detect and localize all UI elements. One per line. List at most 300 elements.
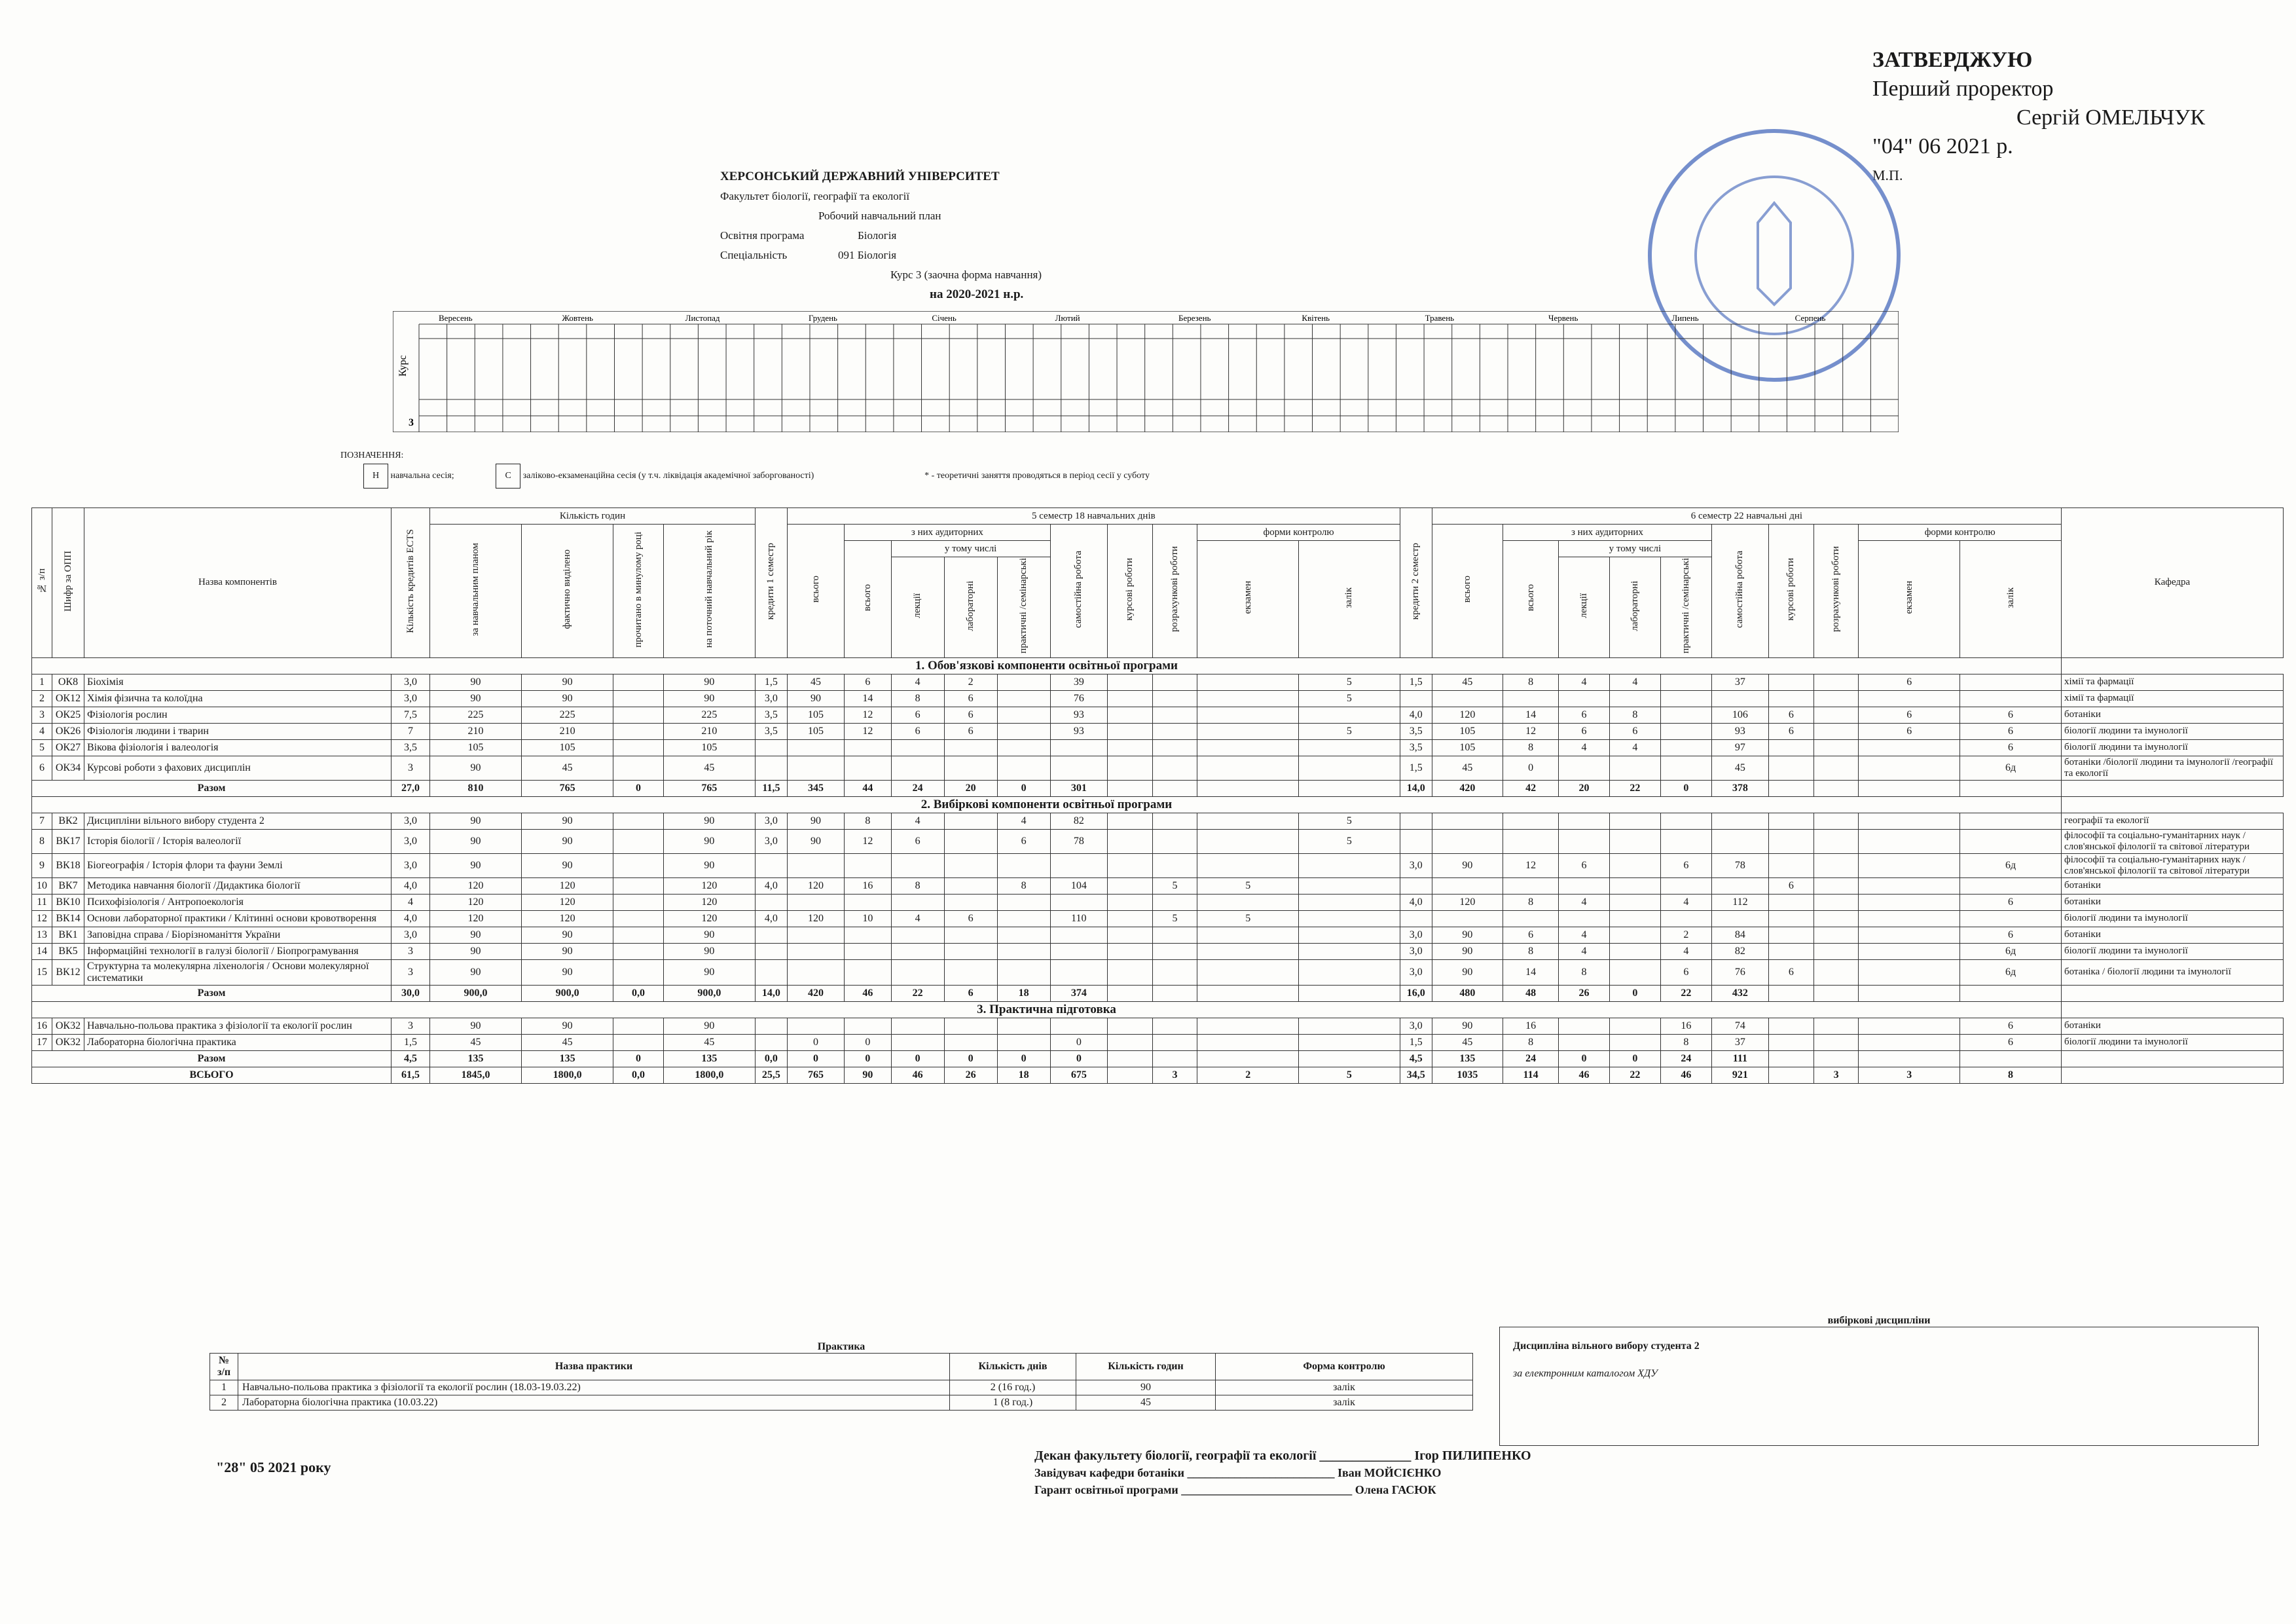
table-cell: Методика навчання біології /Дидактика біології: [84, 877, 392, 894]
document-date: "28" 05 2021 року: [216, 1459, 331, 1475]
total-cell: 0: [1609, 1050, 1660, 1067]
table-cell: 210: [522, 723, 613, 739]
table-cell: [1711, 829, 1768, 853]
legend-note: * - теоретичні заняття проводяться в період сесії у суботу: [924, 471, 1150, 481]
total-cell: 900,0: [663, 985, 755, 1001]
table-cell: [1152, 1034, 1197, 1050]
h-audall5: всього: [845, 541, 891, 658]
table-cell: [997, 959, 1050, 985]
table-cell: [1432, 910, 1503, 927]
total-cell: [1813, 985, 1859, 1001]
table-cell: 6д: [1960, 756, 2062, 780]
table-cell: [1050, 894, 1107, 910]
total-cell: 42: [1503, 780, 1559, 796]
table-cell: 2: [1660, 927, 1711, 943]
table-cell: [1660, 674, 1711, 690]
table-cell: 2: [32, 690, 52, 707]
total-label: Разом: [32, 780, 392, 796]
table-cell: 120: [430, 877, 522, 894]
table-cell: [944, 853, 997, 877]
table-cell: [1813, 927, 1859, 943]
total-cell: [1859, 1050, 1960, 1067]
table-cell: [997, 1018, 1050, 1034]
table-row: [32, 723, 2284, 739]
table-cell: [755, 927, 787, 943]
table-cell: 82: [1711, 943, 1768, 959]
table-cell: 5: [1197, 910, 1299, 927]
approval-name: Сергій ОМЕЛЬЧУК: [2016, 105, 2206, 130]
dean-label: Декан факультету біології, географії та екології: [1034, 1449, 1317, 1463]
table-cell: 225: [430, 707, 522, 723]
table-cell: філософії та соціально-гуманітарних наук / слов'янської філології та світової літератури: [2062, 853, 2284, 877]
table-cell: [1152, 894, 1197, 910]
total-cell: 135: [522, 1050, 613, 1067]
table-cell: [1859, 959, 1960, 985]
table-cell: [613, 674, 664, 690]
table-cell: 6: [944, 723, 997, 739]
table-cell: 8: [891, 690, 944, 707]
table-cell: Фізіологія рослин: [84, 707, 392, 723]
table-cell: [755, 739, 787, 756]
total-cell: 18: [997, 985, 1050, 1001]
total-cell: 14,0: [1400, 780, 1432, 796]
total-cell: 4,5: [392, 1050, 430, 1067]
total-cell: 0: [845, 1050, 891, 1067]
approval-position: Перший проректор: [1872, 77, 2054, 101]
total-cell: [1859, 780, 1960, 796]
table-cell: 7: [32, 813, 52, 829]
table-cell: [1609, 910, 1660, 927]
table-cell: [1299, 1034, 1400, 1050]
table-cell: ВК18: [52, 853, 84, 877]
total-cell: [1197, 985, 1299, 1001]
table-cell: [1432, 690, 1503, 707]
table-cell: 76: [1050, 690, 1107, 707]
table-cell: 105: [663, 739, 755, 756]
table-cell: Курсові роботи з фахових дисциплін: [84, 756, 392, 780]
total-cell: [1197, 780, 1299, 796]
table-cell: [755, 894, 787, 910]
table-cell: [1960, 690, 2062, 707]
table-cell: 4: [1559, 674, 1610, 690]
table-cell: [1859, 739, 1960, 756]
faculty-name: Факультет біології, географії та екології: [720, 190, 910, 202]
table-cell: [1152, 674, 1197, 690]
total-cell: 90: [845, 1067, 891, 1083]
table-cell: 4: [32, 723, 52, 739]
table-cell: 210: [663, 723, 755, 739]
total-cell: 0: [997, 780, 1050, 796]
academic-year: на 2020-2021 н.р.: [930, 287, 1024, 301]
table-cell: 90: [430, 756, 522, 780]
total-row: [32, 1067, 2284, 1083]
table-cell: [1859, 1034, 1960, 1050]
table-cell: [891, 1034, 944, 1050]
total-dept: [2062, 780, 2284, 796]
table-cell: [1152, 723, 1197, 739]
table-cell: 8: [997, 877, 1050, 894]
table-cell: [1107, 739, 1152, 756]
table-cell: [1769, 690, 1814, 707]
table-cell: 93: [1050, 723, 1107, 739]
table-cell: 0: [1503, 756, 1559, 780]
table-cell: біології людини та імунології: [2062, 910, 2284, 927]
table-cell: ботаніка / біології людини та імунології: [2062, 959, 2284, 985]
table-cell: [1559, 910, 1610, 927]
table-cell: 2: [944, 674, 997, 690]
h-lec6: лекції: [1559, 557, 1610, 658]
table-cell: [997, 853, 1050, 877]
table-cell: [1711, 877, 1768, 894]
table-cell: 90: [430, 943, 522, 959]
table-cell: [891, 894, 944, 910]
table-cell: 90: [787, 813, 844, 829]
table-cell: [1960, 877, 2062, 894]
table-cell: [997, 756, 1050, 780]
table-cell: 6д: [1960, 853, 2062, 877]
table-cell: ботаніки: [2062, 707, 2284, 723]
table-cell: 90: [663, 853, 755, 877]
table-cell: 120: [787, 877, 844, 894]
table-row: [32, 756, 2284, 780]
table-cell: біології людини та імунології: [2062, 739, 2284, 756]
table-cell: 5: [1299, 813, 1400, 829]
course-value: 3: [409, 417, 414, 428]
total-cell: 114: [1503, 1067, 1559, 1083]
total-cell: 2: [1197, 1067, 1299, 1083]
table-cell: [755, 1034, 787, 1050]
table-cell: 3,0: [1400, 1018, 1432, 1034]
table-cell: 15: [32, 959, 52, 985]
table-cell: 3,5: [1400, 723, 1432, 739]
table-cell: [1559, 813, 1610, 829]
table-cell: [1609, 1018, 1660, 1034]
table-cell: [1609, 813, 1660, 829]
table-cell: 37: [1711, 1034, 1768, 1050]
approval-date: "04" 06 2021 р.: [1872, 134, 2013, 158]
table-cell: [1660, 813, 1711, 829]
schedule-month: Липень: [1671, 313, 1699, 323]
schedule-month: Червень: [1548, 313, 1578, 323]
table-cell: 6: [1960, 1034, 2062, 1050]
table-cell: [1813, 813, 1859, 829]
table-cell: 3: [392, 1018, 430, 1034]
table-cell: 90: [522, 829, 613, 853]
table-cell: [891, 756, 944, 780]
table-cell: [997, 894, 1050, 910]
total-cell: [1152, 780, 1197, 796]
table-cell: 4: [1559, 927, 1610, 943]
total-cell: 0,0: [613, 985, 664, 1001]
total-cell: [1813, 780, 1859, 796]
total-cell: 16,0: [1400, 985, 1432, 1001]
h-dept: Кафедра: [2062, 508, 2284, 658]
total-cell: 1800,0: [522, 1067, 613, 1083]
table-cell: 8: [1609, 707, 1660, 723]
table-cell: [891, 1018, 944, 1034]
total-cell: [1152, 985, 1197, 1001]
curriculum-table: [31, 507, 2284, 1084]
table-cell: 4: [891, 813, 944, 829]
table-cell: 90: [1432, 959, 1503, 985]
total-label: Разом: [32, 985, 392, 1001]
table-cell: [1197, 756, 1299, 780]
table-cell: [891, 959, 944, 985]
table-cell: 3,0: [755, 829, 787, 853]
practice-cell: 45: [1076, 1395, 1216, 1411]
table-cell: 90: [663, 1018, 755, 1034]
table-cell: 6: [1960, 927, 2062, 943]
total-cell: 48: [1503, 985, 1559, 1001]
h-self5: самостійна робота: [1050, 525, 1107, 658]
total-cell: 921: [1711, 1067, 1768, 1083]
table-cell: ботаніки /біології людини та імунології /географії та екології: [2062, 756, 2284, 780]
table-cell: [1107, 1034, 1152, 1050]
legend-title: ПОЗНАЧЕННЯ:: [340, 451, 404, 460]
table-cell: 11: [32, 894, 52, 910]
section-row: [32, 1001, 2284, 1018]
table-cell: [1769, 829, 1814, 853]
table-cell: [1660, 877, 1711, 894]
table-row: [32, 690, 2284, 707]
table-cell: [1859, 927, 1960, 943]
h-lab6: лабораторні: [1609, 557, 1660, 658]
table-cell: [1559, 690, 1610, 707]
table-cell: [1107, 707, 1152, 723]
table-cell: 210: [430, 723, 522, 739]
table-cell: [1960, 674, 2062, 690]
practice-row: [210, 1380, 1473, 1395]
h-plan: за навчальним планом: [430, 525, 522, 658]
table-cell: [1299, 707, 1400, 723]
total-cell: 24: [1503, 1050, 1559, 1067]
table-cell: Фізіологія людини і тварин: [84, 723, 392, 739]
table-cell: 90: [430, 690, 522, 707]
table-row: [32, 910, 2284, 927]
total-cell: [1859, 985, 1960, 1001]
table-cell: [613, 1018, 664, 1034]
table-cell: 8: [1660, 1034, 1711, 1050]
total-cell: 8: [1960, 1067, 2062, 1083]
table-cell: [1107, 894, 1152, 910]
h-total5: всього: [787, 525, 844, 658]
table-cell: 0: [845, 1034, 891, 1050]
table-cell: 6: [1609, 723, 1660, 739]
table-cell: [1859, 1018, 1960, 1034]
table-cell: 6: [1769, 877, 1814, 894]
table-cell: 90: [663, 943, 755, 959]
table-cell: [1813, 943, 1859, 959]
total-cell: 46: [1660, 1067, 1711, 1083]
total-row: [32, 1050, 2284, 1067]
table-cell: ботаніки: [2062, 877, 2284, 894]
total-cell: 22: [1609, 780, 1660, 796]
table-cell: 6: [944, 707, 997, 723]
practice-cell: 2 (16 год.): [950, 1380, 1076, 1395]
practice-h-num: № з/п: [210, 1354, 238, 1380]
table-cell: 90: [663, 674, 755, 690]
practice-cell: Навчально-польова практика з фізіології та екології рослин (18.03-19.03.22): [238, 1380, 950, 1395]
table-cell: 4,0: [1400, 707, 1432, 723]
table-cell: Історія біології / Історія валеології: [84, 829, 392, 853]
table-cell: [845, 1018, 891, 1034]
table-cell: [1299, 756, 1400, 780]
h-name: Назва компонентів: [84, 508, 392, 658]
table-cell: 84: [1711, 927, 1768, 943]
h-exam5: екзамен: [1197, 541, 1299, 658]
table-cell: 120: [663, 910, 755, 927]
table-cell: [1503, 877, 1559, 894]
table-cell: 1,5: [755, 674, 787, 690]
total-cell: [1107, 1050, 1152, 1067]
total-cell: 46: [891, 1067, 944, 1083]
total-cell: 6: [944, 985, 997, 1001]
total-cell: 22: [891, 985, 944, 1001]
head-label: Завідувач кафедри ботаніки: [1034, 1466, 1184, 1479]
table-cell: 8: [32, 829, 52, 853]
table-cell: [1299, 927, 1400, 943]
table-cell: [1503, 829, 1559, 853]
total-cell: 3: [1859, 1067, 1960, 1083]
table-cell: 3,0: [1400, 959, 1432, 985]
table-cell: 90: [787, 829, 844, 853]
table-cell: 90: [1432, 1018, 1503, 1034]
table-cell: [1813, 910, 1859, 927]
table-cell: 4,0: [755, 910, 787, 927]
total-cell: 374: [1050, 985, 1107, 1001]
table-cell: 97: [1711, 739, 1768, 756]
table-cell: 4,0: [1400, 894, 1432, 910]
total-cell: 0: [1609, 985, 1660, 1001]
total-cell: 345: [787, 780, 844, 796]
table-cell: 8: [1503, 674, 1559, 690]
table-cell: 90: [787, 690, 844, 707]
schedule-month: Травень: [1425, 313, 1455, 323]
elective-caption: вибіркові дисципліни: [1827, 1315, 1931, 1326]
table-cell: 1,5: [1400, 674, 1432, 690]
total-cell: 0: [613, 780, 664, 796]
total-cell: [1107, 780, 1152, 796]
table-cell: [1769, 756, 1814, 780]
table-cell: 105: [522, 739, 613, 756]
table-cell: 90: [663, 829, 755, 853]
table-cell: ОК27: [52, 739, 84, 756]
total-cell: 5: [1299, 1067, 1400, 1083]
table-cell: [1769, 813, 1814, 829]
table-cell: 8: [1559, 959, 1610, 985]
table-cell: [1503, 813, 1559, 829]
total-cell: [1299, 985, 1400, 1001]
h-aud5: з них аудиторних: [845, 525, 1051, 541]
legend: [340, 451, 1150, 489]
table-cell: 45: [787, 674, 844, 690]
practice-h-hours: Кількість годин: [1076, 1354, 1216, 1380]
table-cell: 10: [32, 877, 52, 894]
table-cell: 13: [32, 927, 52, 943]
total-cell: 432: [1711, 985, 1768, 1001]
table-cell: [944, 927, 997, 943]
table-cell: 1,5: [1400, 1034, 1432, 1050]
table-cell: 6: [1660, 959, 1711, 985]
table-cell: 12: [1503, 853, 1559, 877]
section-title: 1. Обов'язкові компоненти освітньої програми: [32, 657, 2062, 674]
table-cell: 1,5: [392, 1034, 430, 1050]
schedule-month: Жовтень: [562, 313, 593, 323]
table-cell: [1859, 877, 1960, 894]
table-row: [32, 1034, 2284, 1050]
table-cell: 90: [522, 853, 613, 877]
total-cell: [1813, 1050, 1859, 1067]
total-cell: 34,5: [1400, 1067, 1432, 1083]
table-cell: [613, 959, 664, 985]
table-cell: 6: [944, 690, 997, 707]
h-prev: прочитано в минулому році: [613, 525, 664, 658]
table-cell: [1660, 723, 1711, 739]
table-cell: 105: [787, 723, 844, 739]
table-cell: [1769, 853, 1814, 877]
document-header: [720, 167, 1309, 304]
table-cell: 4: [1609, 739, 1660, 756]
table-cell: 14: [32, 943, 52, 959]
practice-row: [210, 1395, 1473, 1411]
total-cell: 26: [944, 1067, 997, 1083]
table-cell: [1197, 959, 1299, 985]
table-cell: 3,0: [1400, 853, 1432, 877]
total-cell: 900,0: [430, 985, 522, 1001]
spec-line: Спеціальність 091 Біологія: [720, 249, 897, 261]
table-cell: Дисципліни вільного вибору студента 2: [84, 813, 392, 829]
table-cell: 3: [392, 756, 430, 780]
approval-title: ЗАТВЕРДЖУЮ: [1872, 48, 2033, 72]
total-label: Разом: [32, 1050, 392, 1067]
table-row: [32, 877, 2284, 894]
h-ects: Кількість кредитів ECTS: [392, 508, 430, 658]
table-cell: [1813, 894, 1859, 910]
elective-box: [1499, 1327, 2259, 1446]
h-cur: на поточний навчальний рік: [663, 525, 755, 658]
table-cell: [1559, 1034, 1610, 1050]
table-cell: [891, 853, 944, 877]
table-cell: [787, 927, 844, 943]
table-cell: ОК8: [52, 674, 84, 690]
table-cell: 4: [997, 813, 1050, 829]
table-cell: 90: [430, 813, 522, 829]
table-cell: хімії та фармації: [2062, 690, 2284, 707]
guarantor-label: Гарант освітньої програми: [1034, 1483, 1178, 1496]
table-cell: 37: [1711, 674, 1768, 690]
table-cell: філософії та соціально-гуманітарних наук / слов'янської філології та світової літератури: [2062, 829, 2284, 853]
table-cell: 5: [1299, 674, 1400, 690]
table-cell: 6: [891, 829, 944, 853]
table-cell: [1660, 690, 1711, 707]
table-cell: [997, 723, 1050, 739]
practice-cell: залік: [1216, 1395, 1473, 1411]
table-cell: Біохімія: [84, 674, 392, 690]
table-cell: ОК32: [52, 1018, 84, 1034]
total-cell: 30,0: [392, 985, 430, 1001]
h-prac5: практичні /семінарські: [997, 557, 1050, 658]
table-cell: 74: [1711, 1018, 1768, 1034]
h-total6: всього: [1432, 525, 1503, 658]
table-cell: 3,5: [392, 739, 430, 756]
plan-title: Робочий навчальний план: [818, 210, 941, 222]
h-fact: фактично виділено: [522, 525, 613, 658]
total-cell: 0: [613, 1050, 664, 1067]
table-cell: 45: [1432, 756, 1503, 780]
table-cell: 3,0: [392, 690, 430, 707]
table-cell: [1152, 1018, 1197, 1034]
table-cell: 16: [1503, 1018, 1559, 1034]
